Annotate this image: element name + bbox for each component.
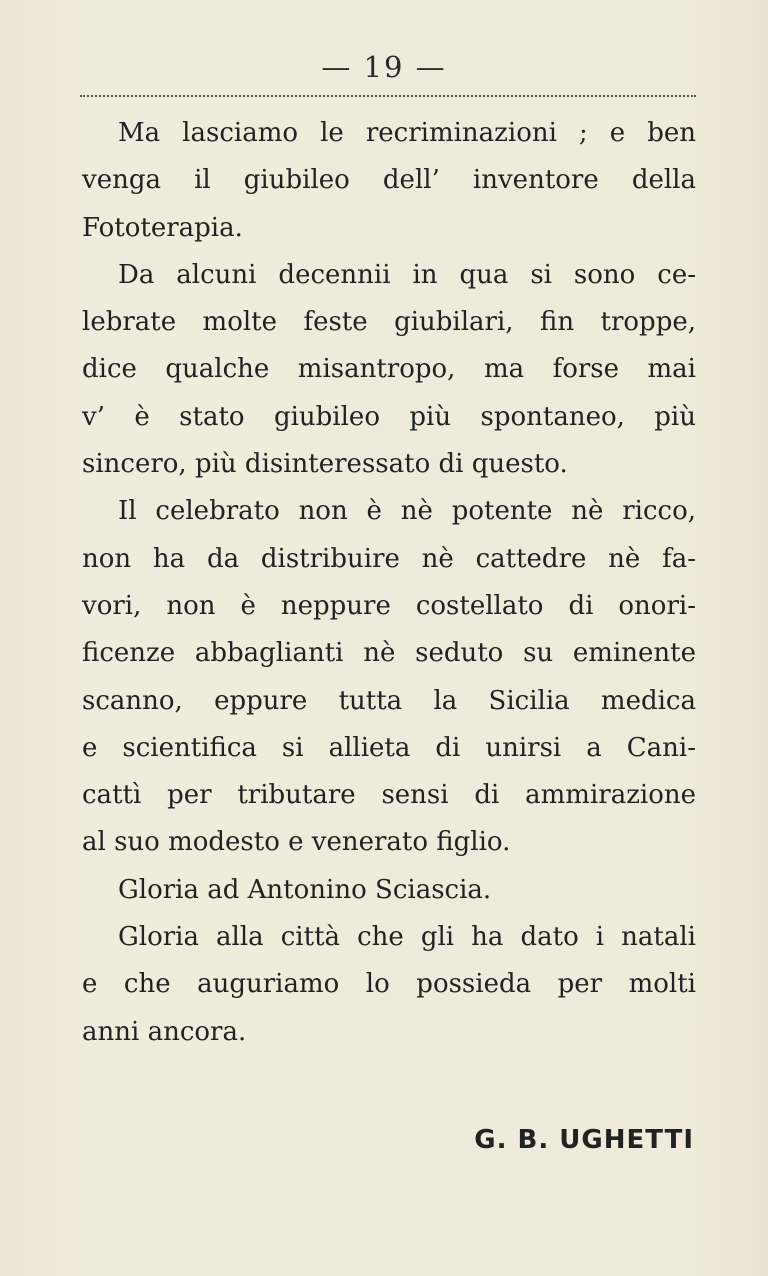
text-line: v’ è stato giubileo più spontaneo, più [82, 401, 696, 432]
text-line: e che auguriamo lo possieda per molti [82, 969, 696, 1000]
text-line: scanno, eppure tutta la Sicilia medica [82, 685, 696, 716]
paragraph [82, 867, 696, 914]
paragraph [82, 252, 696, 488]
text-line: Ma lasciamo le recriminazioni ; e ben [118, 118, 696, 148]
text-line: venga il giubileo dell’ inventore della [82, 165, 696, 196]
paragraph [82, 110, 696, 252]
text-line: e scientifica si allieta di unirsi a Cani- [82, 732, 696, 763]
text-line: Gloria alla città che gli ha dato i natali [118, 922, 696, 953]
text-line: lebrate molte feste giubilari, fin troppe, [82, 307, 696, 338]
text-line: sincero, più disinteressato di questo. [82, 449, 568, 480]
paragraph [82, 914, 696, 1056]
author-signature: G. B. UGHETTI [474, 1125, 694, 1155]
text-line: dice qualche misantropo, ma forse mai [82, 354, 696, 385]
text-line: non ha da distribuire nè cattedre nè fa- [82, 543, 696, 574]
text-line: al suo modesto e venerato figlio. [82, 827, 511, 858]
header-rule [80, 95, 696, 97]
body-text [82, 110, 696, 1056]
text-line: Gloria ad Antonino Sciascia. [118, 874, 492, 905]
text-line: vori, non è neppure costellato di onori- [82, 590, 696, 621]
paragraph [82, 488, 696, 866]
page-number: — 19 — [321, 50, 447, 84]
text-line: Il celebrato non è nè potente nè ricco, [118, 496, 696, 527]
text-line: Fototerapia. [82, 212, 243, 243]
text-line: Da alcuni decennii in qua si sono ce- [118, 259, 696, 290]
text-line: cattì per tributare sensi di ammirazione [82, 780, 696, 811]
text-line: anni ancora. [82, 1016, 247, 1047]
text-line: ficenze abbaglianti nè seduto su eminente [82, 638, 696, 669]
